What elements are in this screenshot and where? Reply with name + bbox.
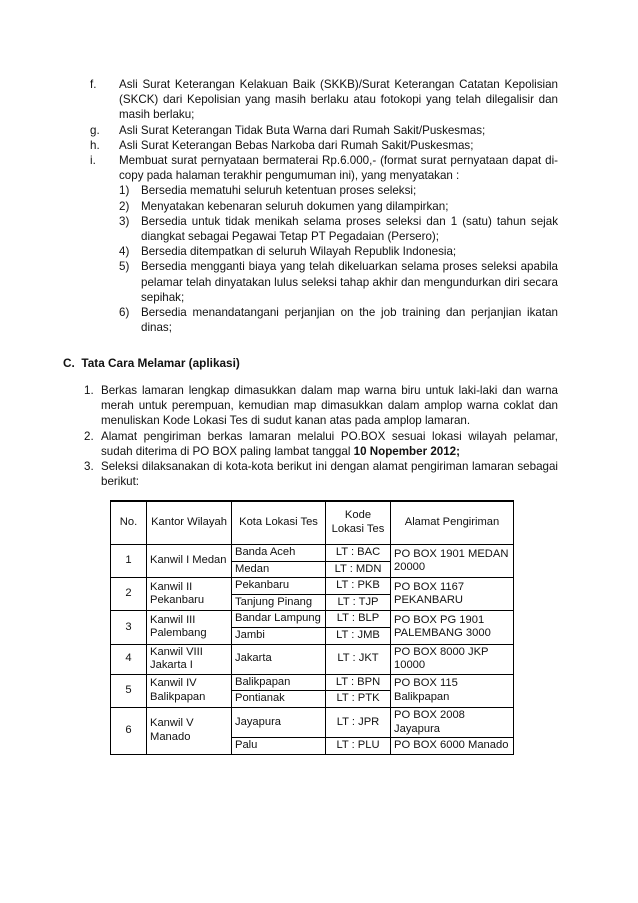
list-marker: f. bbox=[90, 78, 97, 91]
table-row bbox=[111, 545, 514, 562]
list-item-text: Bersedia mengganti biaya yang telah dikeluarkan selama proses seleksi apabila pelamar telah dinyatakan lulus seleksi tahap akhir dan mengundurkan diri secara sepihak; bbox=[141, 260, 558, 304]
cell-alamat: PO BOX 2008 Jayapura bbox=[391, 707, 514, 737]
cell-kode: LT : BPN bbox=[326, 674, 391, 691]
table-row bbox=[111, 578, 514, 595]
cell-alamat: PO BOX 1901 MEDAN 20000 bbox=[391, 545, 514, 578]
list-item bbox=[119, 244, 558, 259]
list-item bbox=[119, 259, 558, 305]
cell-kode: LT : JPR bbox=[326, 707, 391, 737]
list-item bbox=[119, 183, 558, 198]
list-item-text: Berkas lamaran lengkap dimasukkan dalam map warna biru untuk laki-laki dan warna merah untuk perempuan, kemudian map dimasukkan dalam amplop warna coklat dan menuliskan Kode Lokasi Tes di sudut kanan atas pada amplop lamaran. bbox=[101, 384, 558, 428]
statement-list bbox=[119, 183, 558, 335]
section-heading bbox=[63, 356, 240, 370]
header-kantor-wilayah: Kantor Wilayah bbox=[147, 501, 232, 545]
deadline-date: 10 Nopember 2012; bbox=[353, 444, 460, 458]
cell-kode: LT : TJP bbox=[326, 594, 391, 611]
table-row bbox=[111, 674, 514, 691]
table-header-row bbox=[111, 501, 514, 545]
cell-kota: Bandar Lampung bbox=[232, 611, 326, 628]
cell-kode: LT : MDN bbox=[326, 561, 391, 578]
requirements-list bbox=[90, 77, 558, 335]
cell-kantor: Kanwil V Manado bbox=[147, 707, 232, 754]
application-steps-list bbox=[84, 383, 558, 489]
cell-kantor: Kanwil II Pekanbaru bbox=[147, 578, 232, 611]
cell-no: 4 bbox=[111, 644, 147, 674]
list-item-text: Asli Surat Keterangan Tidak Buta Warna dari Rumah Sakit/Puskesmas; bbox=[119, 123, 486, 137]
list-marker: g. bbox=[90, 123, 100, 137]
cell-no: 2 bbox=[111, 578, 147, 611]
cell-kota: Jambi bbox=[232, 627, 326, 644]
cell-alamat: PO BOX PG 1901 PALEMBANG 3000 bbox=[391, 611, 514, 644]
list-marker: 4) bbox=[119, 245, 130, 259]
cell-kantor: Kanwil VIII Jakarta I bbox=[147, 644, 232, 674]
cell-kota: Palu bbox=[232, 738, 326, 755]
list-item-text: Bersedia ditempatkan di seluruh Wilayah Republik Indonesia; bbox=[141, 245, 457, 259]
cell-kota: Jakarta bbox=[232, 644, 326, 674]
cell-kota: Medan bbox=[232, 561, 326, 578]
list-item bbox=[84, 383, 558, 429]
cell-kantor: Kanwil III Palembang bbox=[147, 611, 232, 644]
cell-kota: Balikpapan bbox=[232, 674, 326, 691]
cell-alamat: PO BOX 8000 JKP 10000 bbox=[391, 644, 514, 674]
list-item bbox=[84, 429, 558, 459]
list-marker: 1) bbox=[119, 184, 130, 198]
list-marker: i. bbox=[90, 154, 96, 168]
table-row bbox=[111, 611, 514, 628]
list-item-text: Menyatakan kebenaran seluruh dokumen yang dilampirkan; bbox=[141, 199, 449, 213]
list-item bbox=[84, 459, 558, 489]
list-item bbox=[119, 199, 558, 214]
list-item-text: Seleksi dilaksanakan di kota-kota berikut ini dengan alamat pengiriman lamaran sebagai berikut: bbox=[101, 460, 558, 489]
cell-kota: Banda Aceh bbox=[232, 545, 326, 562]
cell-no: 6 bbox=[111, 707, 147, 754]
list-item-text: Asli Surat Keterangan Bebas Narkoba dari Rumah Sakit/Puskesmas; bbox=[119, 138, 474, 152]
table-row bbox=[111, 644, 514, 674]
list-marker: h. bbox=[90, 138, 100, 152]
list-item bbox=[90, 77, 558, 123]
cell-kota: Tanjung Pinang bbox=[232, 594, 326, 611]
header-kota-lokasi-tes: Kota Lokasi Tes bbox=[232, 501, 326, 545]
cell-kantor: Kanwil I Medan bbox=[147, 545, 232, 578]
list-marker: 2. bbox=[84, 429, 94, 443]
cell-kode: LT : BLP bbox=[326, 611, 391, 628]
cell-alamat: PO BOX 6000 Manado bbox=[391, 738, 514, 755]
cell-kota: Jayapura bbox=[232, 707, 326, 737]
list-marker: 6) bbox=[119, 306, 130, 320]
cell-kota: Pekanbaru bbox=[232, 578, 326, 595]
list-marker: 1. bbox=[84, 384, 94, 397]
test-location-table bbox=[110, 500, 514, 755]
cell-kode: LT : JMB bbox=[326, 627, 391, 644]
table-row bbox=[111, 707, 514, 737]
cell-kode: LT : BAC bbox=[326, 545, 391, 562]
list-item-text: Membuat surat pernyataan bermaterai Rp.6.000,- (format surat pernyataan dapat di-copy pada halaman terakhir pengumuman ini), yang menyatakan : bbox=[119, 154, 558, 183]
cell-no: 3 bbox=[111, 611, 147, 644]
deadline-text: Alamat pengiriman berkas lamaran melalui PO.BOX sesuai lokasi wilayah pelamar, sudah diterima di PO BOX paling lambat tanggal bbox=[101, 429, 558, 458]
header-alamat-pengiriman: Alamat Pengiriman bbox=[391, 501, 514, 545]
list-item bbox=[119, 305, 558, 335]
cell-no: 1 bbox=[111, 545, 147, 578]
cell-kode: LT : PKB bbox=[326, 578, 391, 595]
list-marker: 3) bbox=[119, 214, 130, 228]
header-kode-lokasi-tes: Kode Lokasi Tes bbox=[326, 501, 391, 545]
cell-kode: LT : PLU bbox=[326, 738, 391, 755]
list-marker: 5) bbox=[119, 260, 130, 274]
list-item-text: Asli Surat Keterangan Kelakuan Baik (SKKB)/Surat Keterangan Catatan Kepolisian (SKCK) dari Kepolisian yang masih berlaku atau fotokopi yang telah dilegalisir dan masih berlaku; bbox=[119, 78, 558, 122]
cell-kota: Pontianak bbox=[232, 691, 326, 708]
list-item bbox=[90, 153, 558, 335]
list-item-text: Bersedia untuk tidak menikah selama proses seleksi dan 1 (satu) tahun sejak diangkat sebagai Pegawai Tetap PT Pegadaian (Persero); bbox=[141, 214, 558, 244]
header-no: No. bbox=[111, 501, 147, 545]
list-item bbox=[119, 214, 558, 244]
list-marker: 2) bbox=[119, 199, 130, 213]
list-marker: 3. bbox=[84, 460, 94, 474]
cell-kode: LT : JKT bbox=[326, 644, 391, 674]
cell-no: 5 bbox=[111, 674, 147, 707]
list-item-text: Bersedia menandatangani perjanjian on the job training dan perjanjian ikatan dinas; bbox=[141, 306, 558, 335]
cell-alamat: PO BOX 115 Balikpapan bbox=[391, 674, 514, 707]
cell-kantor: Kanwil IV Balikpapan bbox=[147, 674, 232, 707]
section-letter: C. bbox=[63, 356, 75, 370]
section-title-text: Tata Cara Melamar (aplikasi) bbox=[81, 356, 240, 370]
list-item bbox=[90, 138, 558, 153]
cell-kode: LT : PTK bbox=[326, 691, 391, 708]
list-item bbox=[90, 123, 558, 138]
cell-alamat: PO BOX 1167 PEKANBARU bbox=[391, 578, 514, 611]
list-item-text: Bersedia mematuhi seluruh ketentuan proses seleksi; bbox=[141, 184, 417, 198]
list-item-text bbox=[101, 429, 558, 459]
